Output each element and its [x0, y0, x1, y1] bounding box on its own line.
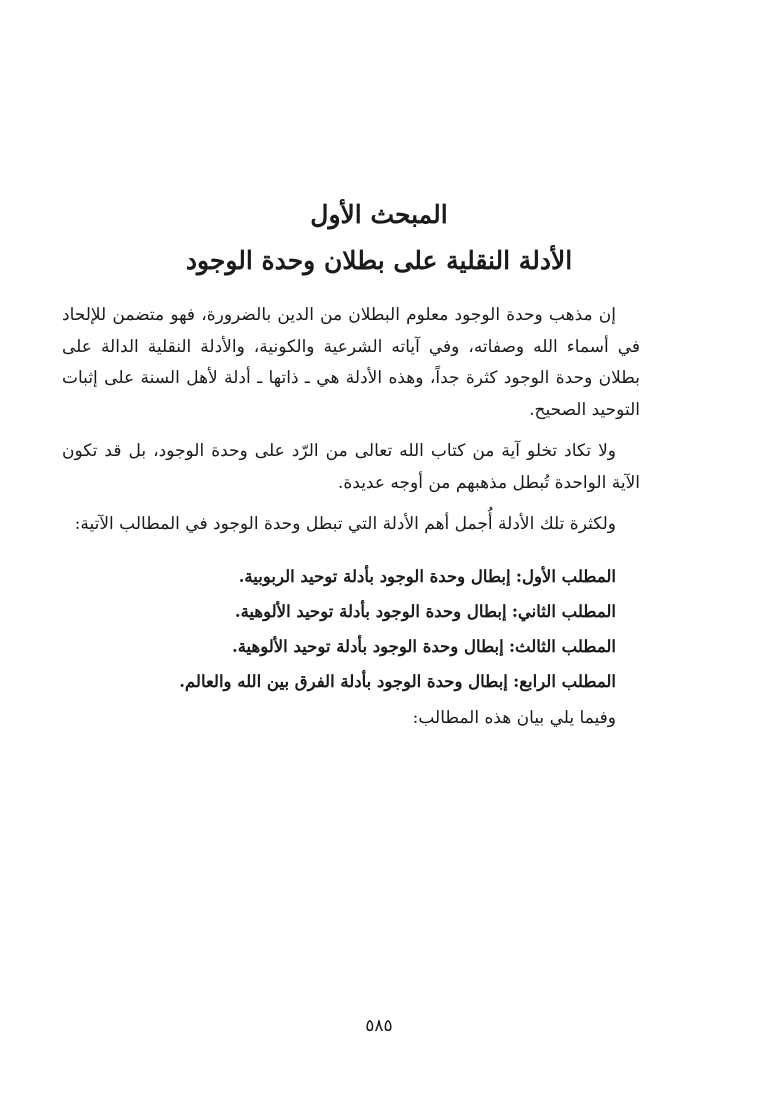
- closing-line: وفيما يلي بيان هذه المطالب:: [412, 707, 616, 728]
- item-label: المطلب الثالث:: [508, 636, 616, 656]
- list-item: [62, 629, 616, 664]
- item-label: المطلب الثاني:: [511, 601, 616, 621]
- item-text: إبطال وحدة الوجود بأدلة الفرق بين الله والعالم.: [179, 671, 508, 691]
- list-item: [62, 664, 616, 699]
- section-list: [62, 559, 640, 699]
- chapter-title: المبحث الأول: [310, 200, 448, 229]
- body-text: [62, 300, 640, 734]
- page-number: ٥٨٥: [365, 1016, 393, 1036]
- list-item: [62, 559, 616, 594]
- paragraph: ولكثرة تلك الأدلة أُجمل أهم الأدلة التي تبطل وحدة الوجود في المطالب الآتية:: [74, 514, 616, 534]
- paragraph: إن مذهب وحدة الوجود معلوم البطلان من الدين بالضرورة، فهو متضمن للإلحاد في أسماء الله وصفاته، وفي آياته الشرعية والكونية، والأدلة النقلية الدالة على بطلان وحدة الوجود كثرة جداً، وهذه الأدلة هي ـ ذاتها ـ أدلة لأهل السنة على إثبات التوحيد الصحيح.: [62, 305, 640, 420]
- item-text: إبطال وحدة الوجود بأدلة توحيد الربوبية.: [238, 566, 511, 586]
- paragraph: ولا تكاد تخلو آية من كتاب الله تعالى من الرّد على وحدة الوجود، بل قد تكون الآية الواحدة تُبطل مذهبهم من أوجه عديدة.: [62, 441, 640, 493]
- list-item: [62, 594, 616, 629]
- item-text: إبطال وحدة الوجود بأدلة توحيد الألوهية.: [231, 636, 504, 656]
- chapter-subtitle: الأدلة النقلية على بطلان وحدة الوجود: [185, 246, 573, 275]
- item-label: المطلب الأول:: [515, 566, 616, 586]
- item-text: إبطال وحدة الوجود بأدلة توحيد الألوهية.: [234, 601, 507, 621]
- item-label: المطلب الرابع:: [513, 671, 616, 691]
